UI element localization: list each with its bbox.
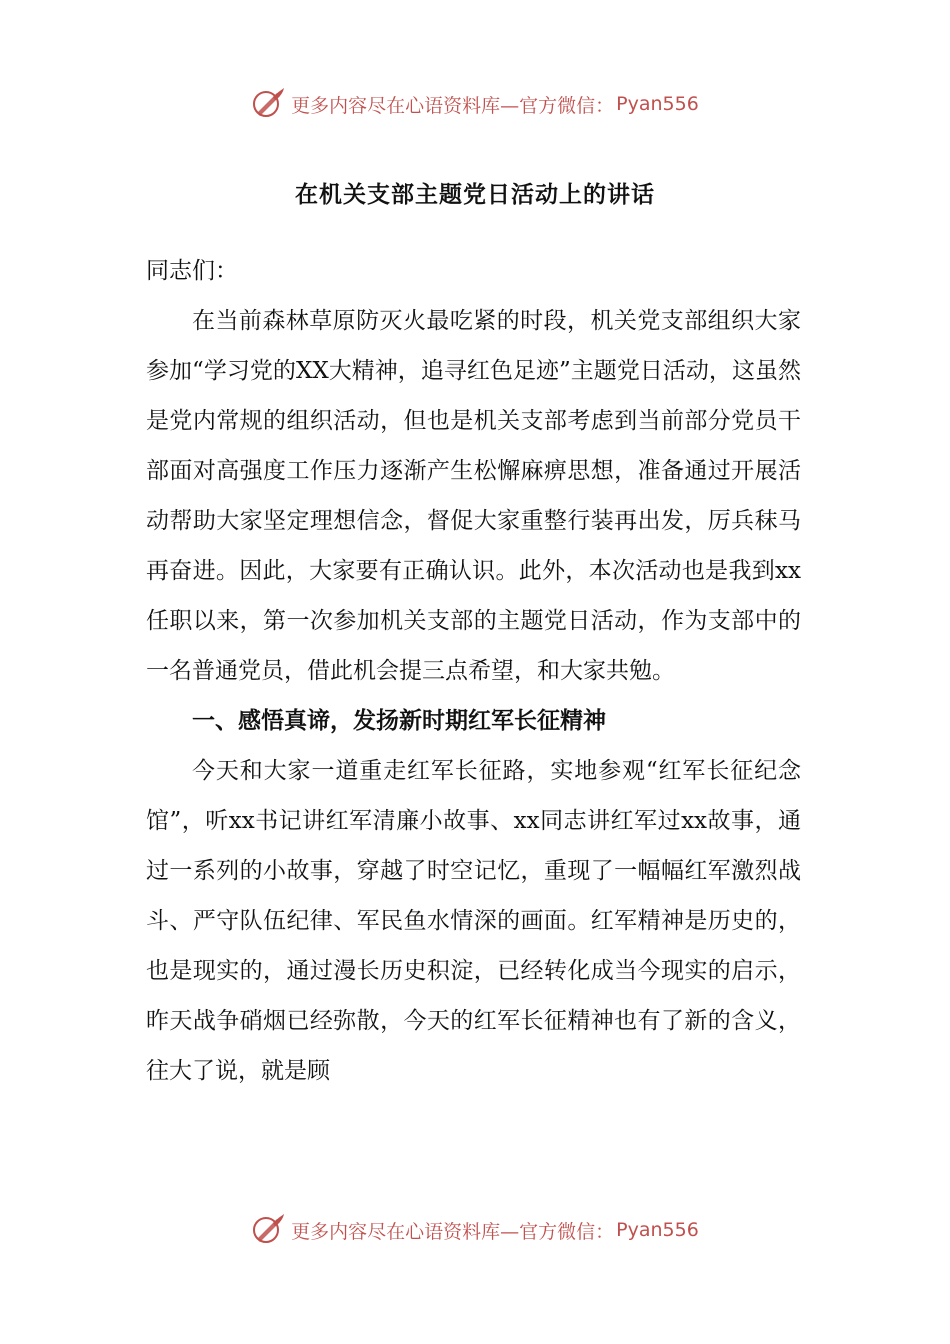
- salutation: 同志们：: [146, 258, 238, 284]
- banner-text: 更多内容尽在心语资料库—官方微信：: [291, 94, 615, 117]
- footer-banner: [0, 1210, 950, 1250]
- banner-wechat-id: Pyan556: [616, 93, 699, 115]
- banner-wechat-id: Pyan556: [616, 1219, 699, 1241]
- paragraph-intro: 在当前森林草原防灭火最吃紧的时段，机关党支部组织大家参加“学习党的XX大精神，追寻红色足迹”主题党日活动，这虽然是党内常规的组织活动，但也是机关支部考虑到当前部分党员干部面对高强度工作压力逐渐产生松懈麻痹思想，准备通过开展活动帮助大家坚定理想信念，督促大家重整行装再出发，厉兵秣马再奋进。因此，大家要有正确认识。此外，本次活动也是我到xx任职以来，第一次参加机关支部的主题党日活动，作为支部中的一名普通党员，借此机会提三点希望，和大家共勉。: [146, 308, 801, 684]
- header-banner: [0, 84, 950, 124]
- document-title: 在机关支部主题党日活动上的讲话: [295, 182, 655, 208]
- document-body: [146, 246, 801, 1096]
- quill-logo-icon: [251, 87, 285, 121]
- section-heading-1: 一、感悟真谛，发扬新时期红军长征精神: [192, 708, 606, 734]
- quill-logo-icon: [251, 1213, 285, 1247]
- banner-text: 更多内容尽在心语资料库—官方微信：: [291, 1220, 615, 1243]
- paragraph-section-1: 今天和大家一道重走红军长征路，实地参观“红军长征纪念馆”，听xx书记讲红军清廉小故事、xx同志讲红军过xx故事，通过一系列的小故事，穿越了时空记忆，重现了一幅幅红军激烈战斗、严守队伍纪律、军民鱼水情深的画面。红军精神是历史的，也是现实的，通过漫长历史积淀，已经转化成当今现实的启示，昨天战争硝烟已经弥散，今天的红军长征精神也有了新的含义，往大了说，就是顾: [146, 758, 801, 1084]
